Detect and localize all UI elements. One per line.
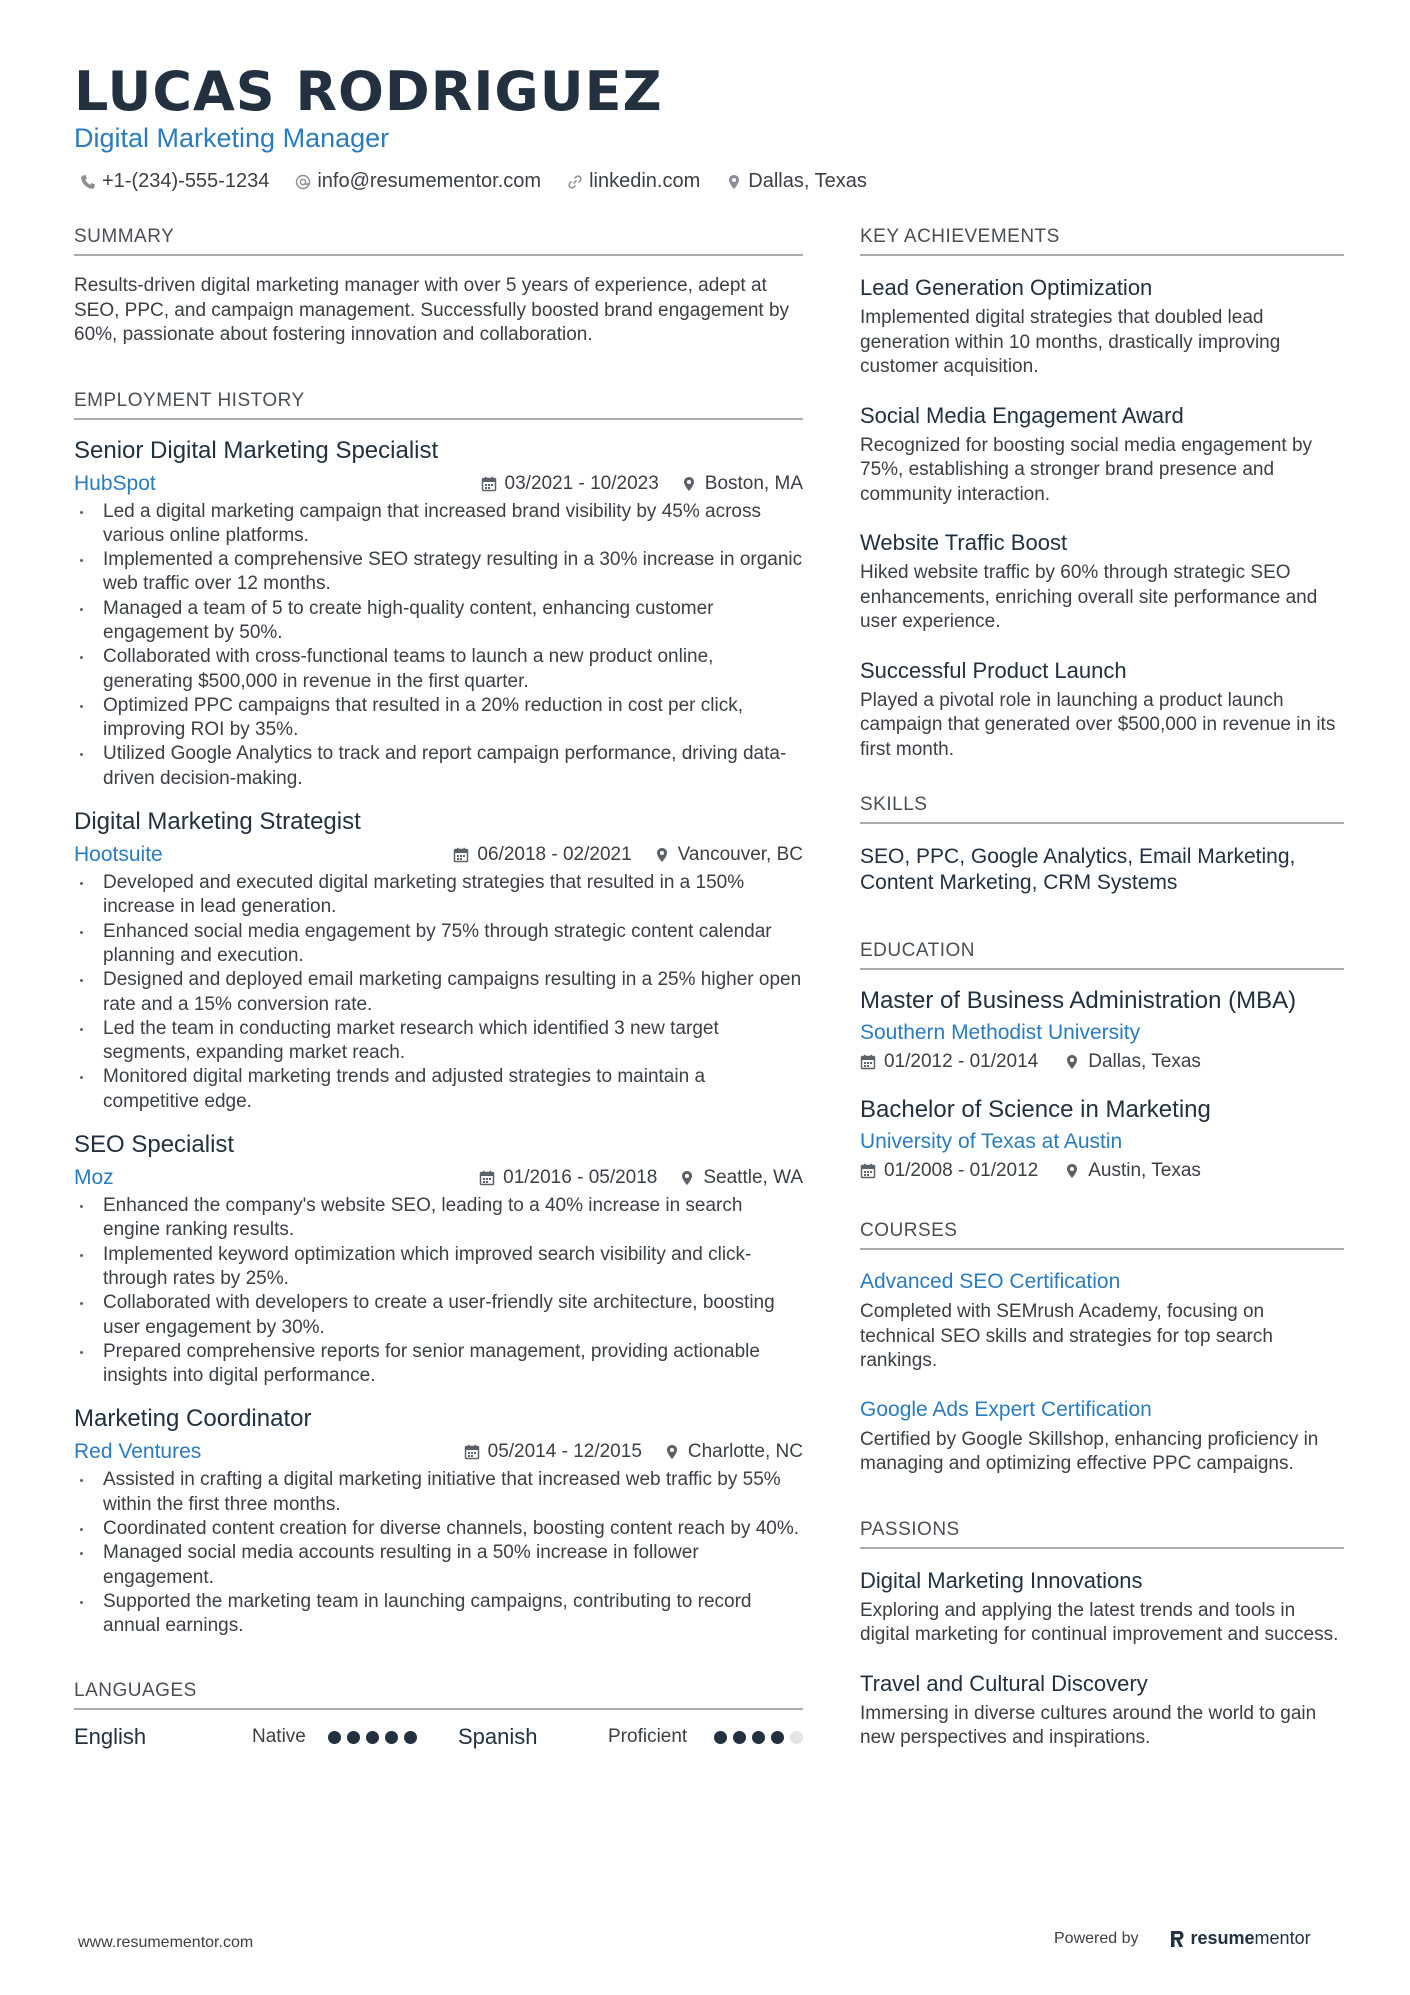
achievements-section: [860, 226, 1344, 762]
list-item: Collaborated with developers to create a user-friendly site architecture, boosting user engagement by 30%.: [74, 1291, 803, 1340]
courses-heading: COURSES: [860, 1220, 1344, 1250]
job-meta: [479, 1167, 803, 1189]
job-title: Digital Marketing Strategist: [74, 808, 361, 836]
language-name: Spanish: [458, 1724, 538, 1750]
course-item: [860, 1396, 1344, 1477]
job-location: [681, 473, 803, 495]
rating-dot-filled: [733, 1731, 746, 1744]
education-item: [860, 1095, 1344, 1182]
brand-logo[interactable]: [1169, 1928, 1311, 1949]
contact-phone[interactable]: [80, 170, 269, 193]
job-entry: [74, 436, 803, 792]
list-item: Enhanced social media engagement by 75% through strategic content calendar planning and execution.: [74, 920, 803, 969]
job-meta-row: [74, 842, 803, 868]
job-dates-text: 03/2021 - 10/2023: [504, 472, 659, 494]
achievement-item: [860, 657, 1344, 763]
achievement-text: Recognized for boosting social media engagement by 75%, establishing a stronger brand presence and community interaction.: [860, 434, 1313, 505]
list-item: Prepared comprehensive reports for senior management, providing actionable insights into digital performance.: [74, 1340, 803, 1389]
list-item: Managed social media accounts resulting in a 50% increase in follower engagement.: [74, 1541, 803, 1590]
job-title: Marketing Coordinator: [74, 1405, 312, 1433]
location-icon: [679, 1170, 695, 1186]
job-bullets: [74, 1194, 803, 1388]
left-column: [74, 226, 803, 1752]
passion-item: [860, 1670, 1344, 1751]
list-item: Assisted in crafting a digital marketing initiative that increased web traffic by 55% within the first three months.: [74, 1468, 803, 1517]
location-icon: [681, 476, 697, 492]
passion-text: Exploring and applying the latest trends and tools in digital marketing for continual improvement and success.: [860, 1599, 1339, 1645]
education-item: [860, 986, 1344, 1073]
education-section: [860, 940, 1344, 1182]
at-icon: [295, 174, 311, 190]
resumementor-logo-icon: [1169, 1929, 1185, 1949]
list-item: Collaborated with cross-functional teams to launch a new product online, generating $500,000 in revenue in the first quarter.: [74, 645, 803, 694]
job-entry: [74, 1130, 803, 1388]
education-heading: EDUCATION: [860, 940, 1344, 970]
achievements-heading: KEY ACHIEVEMENTS: [860, 226, 1344, 256]
languages-heading: LANGUAGES: [74, 1680, 803, 1710]
language-level: Proficient: [608, 1726, 688, 1748]
school-name: University of Texas at Austin: [860, 1130, 1123, 1153]
education-meta: [860, 1051, 1344, 1073]
footer-powered-by: [1054, 1928, 1311, 1949]
job-bullets: [74, 1468, 803, 1638]
skills-text: SEO, PPC, Google Analytics, Email Marketing, Content Marketing, CRM Systems: [860, 845, 1296, 894]
passion-title: Digital Marketing Innovations: [860, 1567, 1143, 1593]
job-dates-text: 01/2016 - 05/2018: [503, 1167, 658, 1189]
brand-bold-text: resume: [1190, 1928, 1255, 1948]
job-meta-row: [74, 1439, 803, 1465]
passions-heading: PASSIONS: [860, 1519, 1344, 1549]
list-item: Optimized PPC campaigns that resulted in a 20% reduction in cost per click, improving ROI by 35%.: [74, 694, 803, 743]
rating-dot-filled: [366, 1731, 379, 1744]
languages-row: [74, 1722, 803, 1752]
calendar-icon: [479, 1170, 495, 1186]
list-item: Monitored digital marketing trends and adjusted strategies to maintain a competitive edge.: [74, 1065, 803, 1114]
location-icon: [664, 1444, 680, 1460]
list-item: Utilized Google Analytics to track and report campaign performance, driving data-driven decision-making.: [74, 742, 803, 791]
phone-icon: [80, 174, 96, 190]
job-location-text: Vancouver, BC: [677, 844, 803, 866]
rating-dot-filled: [385, 1731, 398, 1744]
contact-email-text: info@resumementor.com: [317, 170, 542, 192]
job-title: SEO Specialist: [74, 1131, 235, 1159]
achievement-item: [860, 529, 1344, 635]
employment-section: [74, 390, 803, 1639]
rating-dot-filled: [347, 1731, 360, 1744]
rating-dot-filled: [752, 1731, 765, 1744]
list-item: Enhanced the company's website SEO, leading to a 40% increase in search engine ranking results.: [74, 1194, 803, 1243]
job-meta-row: [74, 471, 803, 497]
job-meta: [481, 473, 803, 495]
summary-heading: SUMMARY: [74, 226, 803, 256]
powered-by-text: Powered by: [1054, 1929, 1139, 1947]
passions-section: [860, 1519, 1344, 1751]
contact-phone-text: +1-(234)-555-1234: [102, 170, 270, 192]
language-rating: [328, 1731, 458, 1744]
job-location-text: Boston, MA: [704, 472, 803, 494]
job-location-text: Seattle, WA: [703, 1167, 803, 1189]
achievement-title: Successful Product Launch: [860, 657, 1127, 683]
list-item: Developed and executed digital marketing strategies that resulted in a 150% increase in lead generation.: [74, 871, 803, 920]
calendar-icon: [464, 1444, 480, 1460]
location-icon: [1064, 1054, 1080, 1070]
passion-item: [860, 1567, 1344, 1648]
employment-heading: EMPLOYMENT HISTORY: [74, 390, 803, 420]
job-meta: [453, 844, 803, 866]
candidate-name: LUCAS RODRIGUEZ: [74, 60, 663, 123]
list-item: Implemented keyword optimization which improved search visibility and click-through rates by 25%.: [74, 1243, 803, 1292]
job-dates-text: 05/2014 - 12/2015: [487, 1441, 642, 1463]
calendar-icon: [453, 847, 469, 863]
list-item: Led a digital marketing campaign that increased brand visibility by 45% across various online platforms.: [74, 500, 803, 549]
calendar-icon: [860, 1054, 876, 1070]
achievement-title: Social Media Engagement Award: [860, 402, 1184, 428]
achievement-text: Hiked website traffic by 60% through strategic SEO enhancements, enriching overall site performance and user experience.: [860, 562, 1318, 632]
job-title: Senior Digital Marketing Specialist: [74, 436, 439, 464]
language-level: Native: [252, 1726, 306, 1748]
company-name: Moz: [74, 1166, 114, 1190]
location-icon: [1064, 1163, 1080, 1179]
contact-linkedin-text: linkedin.com: [589, 170, 701, 192]
achievement-text: Implemented digital strategies that doubled lead generation within 10 months, drastically improving customer acquisition.: [860, 307, 1281, 377]
list-item: Coordinated content creation for diverse channels, boosting content reach by 40%.: [74, 1517, 803, 1541]
list-item: Implemented a comprehensive SEO strategy resulting in a 30% increase in organic web traffic over 12 months.: [74, 548, 803, 597]
achievement-item: [860, 274, 1344, 380]
right-column: [860, 226, 1344, 1773]
course-text: Certified by Google Skillshop, enhancing proficiency in managing and optimizing effective PPC campaigns.: [860, 1428, 1319, 1474]
education-dates: [860, 1051, 1038, 1073]
language-name: English: [74, 1724, 147, 1750]
skills-heading: SKILLS: [860, 794, 1344, 824]
contact-email[interactable]: [295, 170, 541, 193]
link-icon: [567, 174, 583, 190]
education-meta: [860, 1160, 1344, 1182]
list-item: Supported the marketing team in launching campaigns, contributing to record annual earnings.: [74, 1590, 803, 1639]
rating-dot-filled: [404, 1731, 417, 1744]
list-item: Led the team in conducting market research which identified 3 new target segments, expanding market reach.: [74, 1017, 803, 1066]
course-text: Completed with SEMrush Academy, focusing on technical SEO skills and strategies for top search rankings.: [860, 1301, 1273, 1371]
company-name: HubSpot: [74, 471, 156, 495]
calendar-icon: [481, 476, 497, 492]
achievement-text: Played a pivotal role in launching a product launch campaign that generated over $500,000 in revenue in its first month.: [860, 689, 1336, 760]
course-item: [860, 1268, 1344, 1374]
courses-section: [860, 1220, 1344, 1477]
degree-title: Master of Business Administration (MBA): [860, 987, 1297, 1014]
candidate-title: Digital Marketing Manager: [74, 123, 390, 153]
calendar-icon: [860, 1163, 876, 1179]
language-rating: [714, 1731, 803, 1744]
achievement-title: Lead Generation Optimization: [860, 275, 1153, 300]
passion-text: Immersing in diverse cultures around the world to gain new perspectives and inspirations.: [860, 1702, 1317, 1748]
education-location-text: Austin, Texas: [1088, 1160, 1201, 1181]
education-dates-text: 01/2008 - 01/2012: [884, 1160, 1039, 1181]
job-location: [664, 1441, 803, 1463]
list-item: Managed a team of 5 to create high-quality content, enhancing customer engagement by 50%.: [74, 597, 803, 646]
contact-bar: [80, 170, 867, 193]
job-entry: [74, 807, 803, 1114]
job-dates: [479, 1167, 657, 1189]
company-name: Red Ventures: [74, 1440, 202, 1464]
education-location-text: Dallas, Texas: [1088, 1051, 1201, 1072]
footer-website[interactable]: www.resumementor.com: [78, 1934, 254, 1951]
course-title: Google Ads Expert Certification: [860, 1397, 1152, 1421]
job-meta: [464, 1441, 803, 1463]
summary-section: [74, 226, 803, 348]
education-dates: [860, 1160, 1038, 1182]
education-dates-text: 01/2012 - 01/2014: [884, 1051, 1039, 1072]
school-name: Southern Methodist University: [860, 1021, 1141, 1044]
job-dates-text: 06/2018 - 02/2021: [477, 844, 632, 866]
job-entry: [74, 1404, 803, 1638]
list-item: Designed and deployed email marketing campaigns resulting in a 25% higher open rate and a 15% conversion rate.: [74, 968, 803, 1017]
job-bullets: [74, 871, 803, 1114]
education-location: [1064, 1051, 1201, 1073]
course-title: Advanced SEO Certification: [860, 1270, 1121, 1293]
summary-text: Results-driven digital marketing manager with over 5 years of experience, adept at SEO, PPC, and campaign management. Successfully boosted brand engagement by 60%, passionate about fostering innovation and collaboration.: [74, 275, 790, 345]
rating-dot-filled: [328, 1731, 341, 1744]
job-dates: [464, 1441, 642, 1463]
job-bullets: [74, 500, 803, 792]
job-location: [654, 844, 803, 866]
contact-location-text: Dallas, Texas: [748, 170, 867, 192]
skills-section: [860, 794, 1344, 896]
job-meta-row: [74, 1165, 803, 1191]
rating-dot-empty: [790, 1731, 803, 1744]
job-location-text: Charlotte, NC: [687, 1441, 803, 1463]
degree-title: Bachelor of Science in Marketing: [860, 1096, 1211, 1123]
job-dates: [481, 473, 659, 495]
location-icon: [654, 847, 670, 863]
contact-location: [726, 170, 867, 193]
education-location: [1064, 1160, 1201, 1182]
passion-title: Travel and Cultural Discovery: [860, 1670, 1148, 1696]
rating-dot-filled: [771, 1731, 784, 1744]
rating-dot-filled: [714, 1731, 727, 1744]
languages-section: [74, 1680, 803, 1752]
job-location: [679, 1167, 803, 1189]
location-icon: [726, 174, 742, 190]
achievement-item: [860, 402, 1344, 508]
contact-linkedin[interactable]: [567, 170, 700, 193]
job-dates: [453, 844, 631, 866]
achievement-title: Website Traffic Boost: [860, 530, 1068, 555]
brand-light-text: mentor: [1254, 1928, 1311, 1948]
company-name: Hootsuite: [74, 843, 163, 867]
